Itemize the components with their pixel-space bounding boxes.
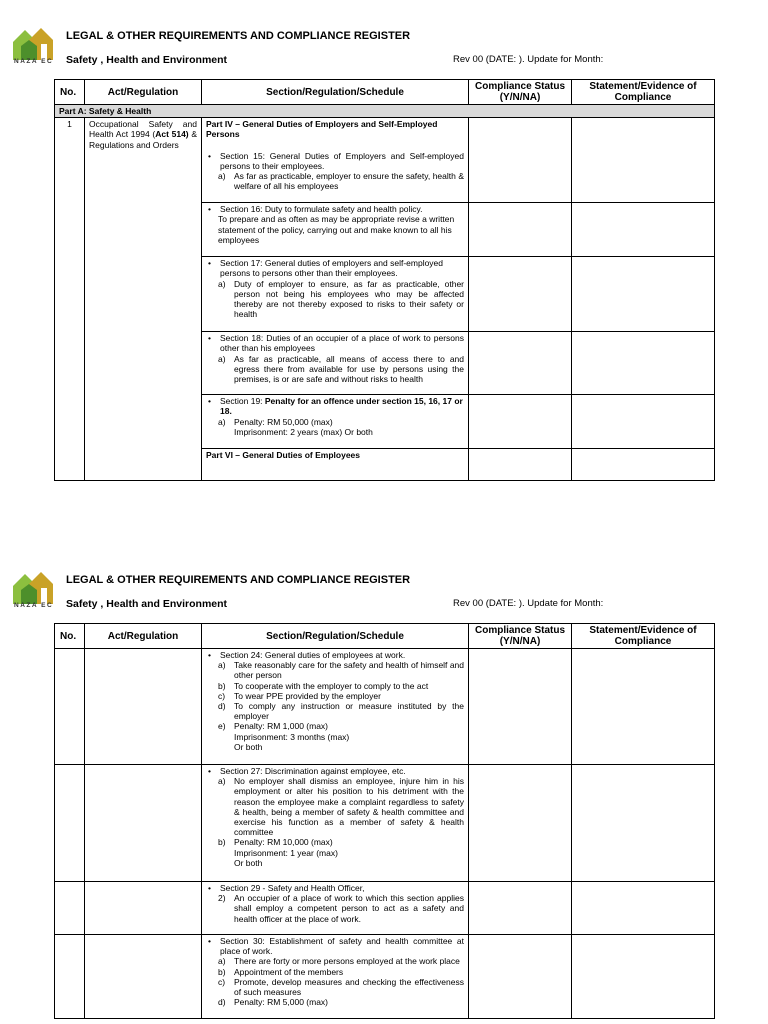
status-cell[interactable]	[469, 203, 572, 257]
evidence-cell[interactable]	[572, 332, 715, 395]
act-cell	[85, 118, 202, 481]
evidence-cell[interactable]	[572, 203, 715, 257]
evidence-cell[interactable]	[572, 449, 715, 481]
list-item: b) To cooperate with the employer to comply to the act	[218, 680, 429, 691]
evidence-cell[interactable]	[572, 257, 715, 332]
evidence-cell[interactable]	[572, 118, 715, 203]
section-cell	[202, 649, 469, 765]
table-row	[55, 882, 715, 935]
list-item: • Section 17: General duties of employers and self-employed persons to persons other than their employees.	[208, 258, 444, 279]
list-item: b) Appointment of the members	[218, 966, 344, 977]
status-cell[interactable]	[469, 935, 572, 1019]
compliance-table-1	[54, 79, 715, 481]
table-row	[55, 765, 715, 882]
status-cell[interactable]	[469, 449, 572, 481]
register-title: LEGAL & OTHER REQUIREMENTS AND COMPLIANCE REGISTER	[66, 574, 411, 586]
status-cell[interactable]	[469, 257, 572, 332]
revision-info: Rev 00 (DATE: ). Update for Month:	[453, 54, 604, 65]
list-item: d) Penalty: RM 5,000 (max)	[218, 997, 329, 1008]
list-item: b) Penalty: RM 10,000 (max) Imprisonment: 1 year (max) Or both	[218, 837, 338, 868]
row-number	[55, 649, 85, 765]
list-item: c) To wear PPE provided by the employer	[218, 690, 381, 701]
logo-text: NAZA EC	[14, 58, 54, 65]
register-page-2	[0, 544, 768, 1024]
table-row	[55, 935, 715, 1019]
list-item: a) No employer shall dismiss an employee, injure him in his employment or alter his position to his detriment with the reason the employee make a complaint regardless to safety & health, being a member of safety & health committee and exercise his function as a member of safety & health committee	[218, 776, 464, 838]
list-item: c) Promote, develop measures and checking the effectiveness of such measures	[218, 976, 464, 997]
status-cell[interactable]	[469, 649, 572, 765]
col-status-header: Compliance Status (Y/N/NA)	[469, 80, 572, 105]
col-section-header: Section/Regulation/Schedule	[202, 80, 469, 105]
status-cell[interactable]	[469, 118, 572, 203]
list-item: a) There are forty or more persons employed at the work place	[218, 956, 460, 967]
section-cell	[202, 765, 469, 882]
section-cell	[202, 935, 469, 1019]
section-cell	[202, 118, 469, 203]
logo-text: NAZA EC	[14, 602, 54, 609]
list-item: a) Penalty: RM 50,000 (max) Imprisonment: 2 years (max) Or both	[218, 416, 373, 437]
table-header-row	[55, 624, 715, 649]
part-iv-heading: Part IV – General Duties of Employers and Self-Employed Persons	[206, 119, 438, 140]
section-cell	[202, 257, 469, 332]
list-item: • Section 29 - Safety and Health Officer,	[208, 883, 365, 893]
list-item: • Section 18: Duties of an occupier of a place of work to persons other than his employees	[208, 333, 464, 354]
act-number: Act 514)	[155, 129, 189, 140]
col-no-header: No.	[55, 624, 85, 649]
list-item: a) As far as practicable, all means of access there to and egress there from available for use by persons using the premises, is or are safe and without risks to health	[218, 353, 464, 384]
list-item: • Section 27: Discrimination against employee, etc.	[208, 766, 406, 776]
revision-info: Rev 00 (DATE: ). Update for Month:	[453, 598, 604, 609]
register-subtitle: Safety , Health and Environment	[66, 54, 228, 66]
section-cell	[202, 395, 469, 449]
section-cell	[202, 203, 469, 257]
act-cell	[85, 882, 202, 935]
list-item: • Section 30: Establishment of safety and health committee at place of work.	[208, 936, 464, 957]
col-act-header: Act/Regulation	[85, 624, 202, 649]
act-tail: & Regulations and Orders	[89, 129, 197, 150]
evidence-cell[interactable]	[572, 882, 715, 935]
col-evidence-header: Statement/Evidence of Compliance	[572, 80, 715, 105]
act-cell	[85, 765, 202, 882]
list-item: a) As far as practicable, employer to ensure the safety, health & welfare of all his employees	[218, 170, 464, 192]
status-cell[interactable]	[469, 395, 572, 449]
register-subtitle: Safety , Health and Environment	[66, 598, 228, 610]
status-cell[interactable]	[469, 332, 572, 395]
section-cell	[202, 449, 469, 481]
row-number	[55, 882, 85, 935]
list-item: • Section 16: Duty to formulate safety and health policy.	[208, 204, 423, 215]
table-row	[55, 649, 715, 765]
row-number: 1	[55, 118, 85, 481]
section-cell	[202, 882, 469, 935]
col-section-header: Section/Regulation/Schedule	[202, 624, 469, 649]
evidence-cell[interactable]	[572, 765, 715, 882]
section-cell	[202, 332, 469, 395]
evidence-cell[interactable]	[572, 649, 715, 765]
list-item: a) Take reasonably care for the safety and health of himself and other person	[218, 660, 464, 681]
list-item: d) To comply any instruction or measure instituted by the employer	[218, 700, 464, 722]
table-row	[55, 118, 715, 203]
list-item: e) Penalty: RM 1,000 (max) Imprisonment: 3 months (max) Or both	[218, 721, 350, 752]
act-text: Occupational Safety and Health Act 1994 (	[89, 119, 197, 140]
act-cell	[85, 935, 202, 1019]
evidence-cell[interactable]	[572, 395, 715, 449]
compliance-table-2	[54, 623, 715, 1019]
part-vi-heading: Part VI – General Duties of Employees	[206, 450, 361, 461]
part-a-row	[55, 105, 715, 118]
section-body: To prepare and as often as may be appropriate revise a written statement of the policy, carrying out and make known to all his employees	[218, 214, 455, 245]
list-item: • Section 15: General Duties of Employers and Self-employed persons to their employees.	[208, 150, 464, 171]
col-no-header: No.	[55, 80, 85, 105]
row-number	[55, 765, 85, 882]
table-header-row	[55, 80, 715, 105]
register-title: LEGAL & OTHER REQUIREMENTS AND COMPLIANCE REGISTER	[66, 30, 411, 42]
col-status-header: Compliance Status (Y/N/NA)	[469, 624, 572, 649]
status-cell[interactable]	[469, 882, 572, 935]
col-evidence-header: Statement/Evidence of Compliance	[572, 624, 715, 649]
row-number	[55, 935, 85, 1019]
col-act-header: Act/Regulation	[85, 80, 202, 105]
part-a-label: Part A: Safety & Health	[55, 105, 715, 118]
status-cell[interactable]	[469, 765, 572, 882]
list-item: 2) An occupier of a place of work to which this section applies shall employ a competent person to act as a safety and health officer at the place of work.	[218, 893, 464, 924]
evidence-cell[interactable]	[572, 935, 715, 1019]
list-item: • Section 24: General duties of employees at work.	[208, 650, 406, 660]
list-item: • Section 19: Penalty for an offence under section 15, 16, 17 or 18.	[208, 396, 463, 417]
act-cell	[85, 649, 202, 765]
list-item: a) Duty of employer to ensure, as far as practicable, other person not being his employees who may be affected thereby are not thereby exposed to risks to their safety or health	[218, 278, 464, 320]
